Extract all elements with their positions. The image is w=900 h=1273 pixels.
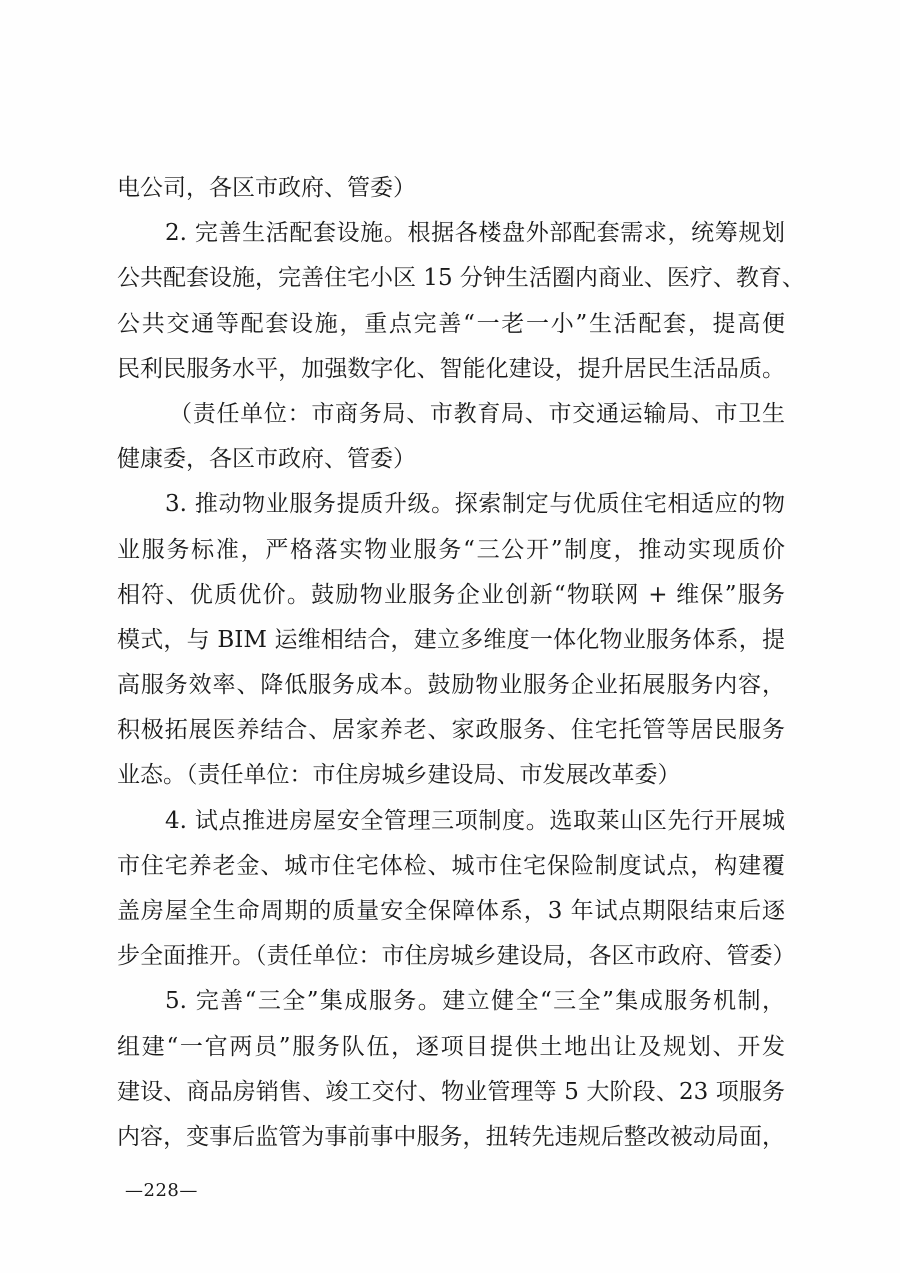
text-line: 健康委，各区市政府、管委） [117, 446, 416, 473]
text-line: 步全面推开。（责任单位：市住房城乡建设局，各区市政府、管委） [117, 943, 796, 970]
text-line: 民利民服务水平，加强数字化、智能化建设，提升居民生活品质。 [117, 355, 785, 382]
text-line: 业服务标准，严格落实物业服务“三公开”制度，推动实现质价 [117, 536, 785, 563]
text-line: 公共配套设施，完善住宅小区 15 分钟生活圈内商业、医疗、教育、 [117, 265, 805, 292]
text-line: 2. 完善生活配套设施。根据各楼盘外部配套需求，统筹规划 [165, 220, 785, 247]
text-line: 积极拓展医养结合、居家养老、家政服务、住宅托管等居民服务 [117, 717, 785, 744]
text-line: 模式，与 BIM 运维相结合，建立多维度一体化物业服务体系，提 [117, 626, 785, 653]
text-line: 5. 完善“三全”集成服务。建立健全“三全”集成服务机制， [165, 988, 785, 1015]
page-number: —228— [125, 1180, 198, 1201]
text-line: （责任单位：市商务局、市教育局、市交通运输局、市卫生 [169, 400, 785, 427]
text-line: 盖房屋全生命周期的质量安全保障体系，3 年试点期限结束后逐 [117, 898, 785, 924]
text-line: 市住宅养老金、城市住宅体检、城市住宅保险制度试点，构建覆 [117, 852, 785, 879]
body-text [117, 166, 805, 1160]
text-line: 相符、优质优价。鼓励物业服务企业创新“物联网 + 维保”服务 [117, 581, 785, 608]
text-line: 内容，变事后监管为事前事中服务，扭转先违规后整改被动局面， [117, 1123, 785, 1150]
text-line: 3. 推动物业服务提质升级。探索制定与优质住宅相适应的物 [165, 491, 785, 518]
text-line: 高服务效率、降低服务成本。鼓励物业服务企业拓展服务内容， [117, 672, 785, 699]
text-line: 建设、商品房销售、竣工交付、物业管理等 5 大阶段、23 项服务 [117, 1078, 785, 1105]
text-line: 电公司，各区市政府、管委） [117, 175, 416, 201]
text-line: 业态。（责任单位：市住房城乡建设局、市发展改革委） [117, 762, 681, 789]
text-line: 组建“一官两员”服务队伍，逐项目提供土地出让及规划、开发 [117, 1033, 785, 1060]
text-line: 公共交通等配套设施，重点完善“一老一小”生活配套，提高便 [117, 310, 785, 337]
text-line: 4. 试点推进房屋安全管理三项制度。选取莱山区先行开展城 [165, 807, 785, 834]
